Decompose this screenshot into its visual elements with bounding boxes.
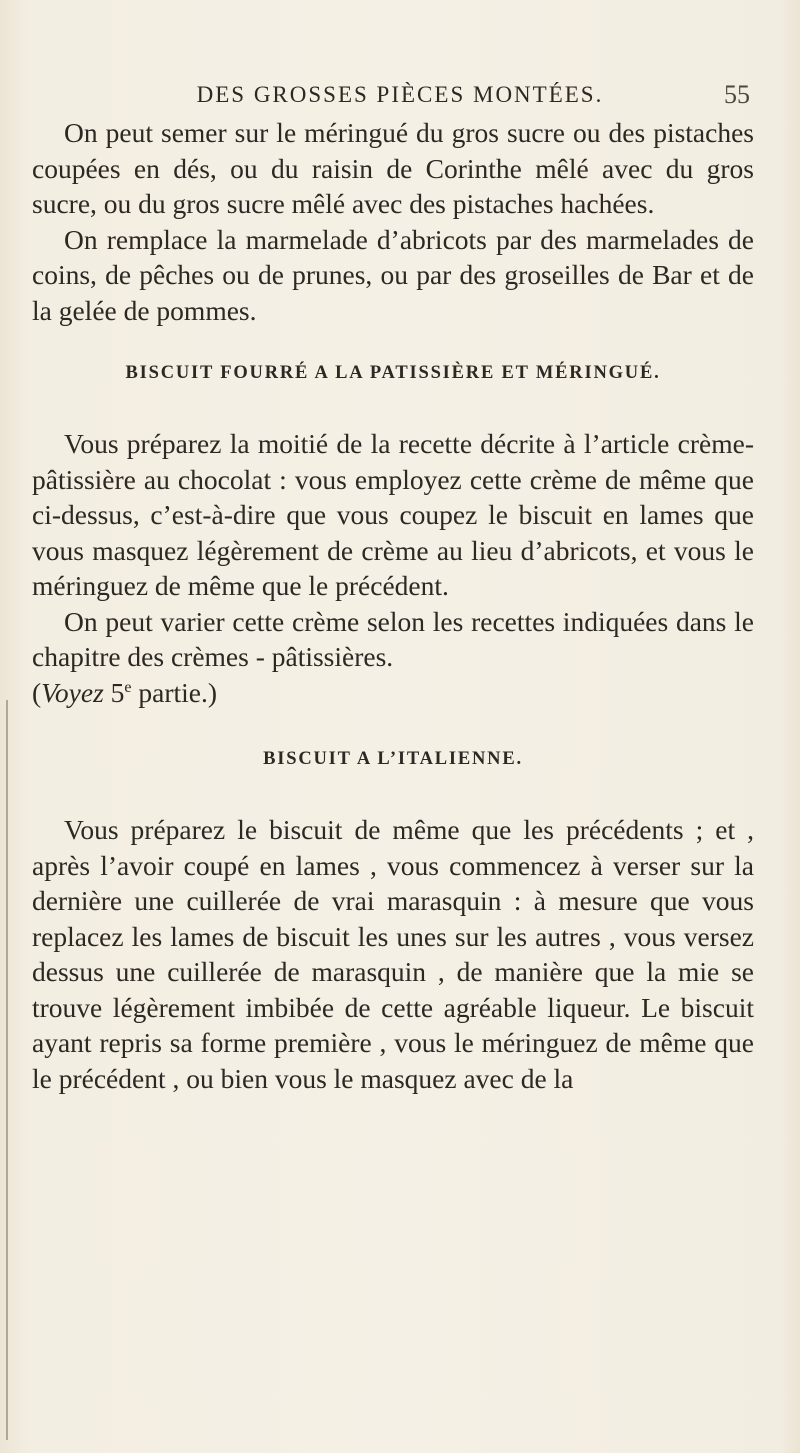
variations-text: On peut varier cette crème selon les recettes indiquées dans le chapitre des crèmes - pâtissières. xyxy=(32,605,754,672)
section-title-biscuit-fourre: BISCUIT FOURRÉ A LA PATISSIÈRE ET MÉRINGUÉ. xyxy=(125,363,661,383)
running-head: DES GROSSES PIÈCES MONTÉES. xyxy=(196,82,604,107)
page-number: 55 xyxy=(724,80,750,109)
cross-reference: (Voyez 5e partie.) xyxy=(32,676,218,708)
paragraph-italienne: Vous préparez le biscuit de même que les précédents ; et , après l’avoir coupé en lames , vous commencez à verser sur la dernière une cuillerée de vrai marasquin : à mesure que vous replacez les lames de biscuit les unes sur les autres , vous versez dessus une cuillerée de marasquin , de manière que la mie se trouve légèrement imbibée de cette agréable liqueur. Le biscuit ayant repris sa forme première , vous le méringuez de même que le précédent , ou bien vous le masquez avec de la xyxy=(32,814,754,1094)
cross-reference-voyez: Voyez xyxy=(41,676,104,708)
gutter-shadow xyxy=(6,700,8,1440)
paragraph-marmalade: On remplace la marmelade d’abricots par des marmelades de coins, de pêches ou de prunes, ou par des groseilles de Bar et de la gelée de pommes. xyxy=(32,223,754,326)
paragraph-variations xyxy=(32,604,754,711)
paragraph-creme-patissiere: Vous préparez la moitié de la recette décrite à l’article crème-pâtissière au chocolat : vous employez cette crème de même que ci-dessus, c’est-à-dire que vous coupez le biscuit en lames que vous masquez légèrement de crème au lieu d’abricots, et vous le méringuez de même que le précédent. xyxy=(32,428,754,601)
page-header xyxy=(0,80,800,110)
section-title-biscuit-italienne: BISCUIT A L’ITALIENNE. xyxy=(263,749,523,769)
paragraph-garnish: On peut semer sur le méringué du gros sucre ou des pistaches coupées en dés, ou du raisin de Corinthe mêlé avec du gros sucre, ou du gros sucre mêlé avec des pistaches hachées. xyxy=(32,117,754,219)
page-body xyxy=(32,115,754,1096)
